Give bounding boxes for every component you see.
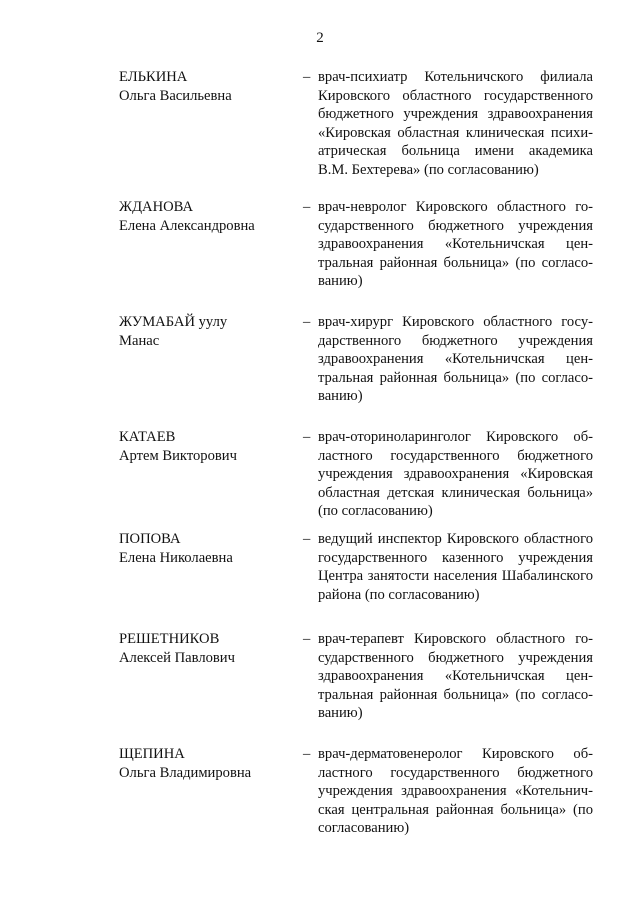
member-given-names: Елена Николаевна — [119, 549, 233, 566]
position-line: областная детская клиническая больница» — [318, 484, 593, 501]
position-line: ведущий инспектор Кировского областного — [318, 531, 593, 547]
member-position — [318, 68, 593, 179]
member-name — [119, 68, 294, 105]
position-line: ластного государственного бюджетного — [318, 447, 593, 464]
position-line: врач-оториноларинголог Кировского об- — [318, 429, 593, 445]
position-line: государственного казенного учреждения — [318, 549, 593, 566]
member-given-names: Ольга Васильевна — [119, 87, 232, 104]
member-position — [318, 313, 593, 406]
page-number: 2 — [316, 30, 324, 46]
position-line: дарственного бюджетного учреждения — [318, 332, 593, 349]
member-name — [119, 198, 294, 235]
position-line: согласованию) — [318, 820, 410, 836]
position-line: ванию) — [318, 388, 363, 404]
position-line: учреждения здравоохранения «Кировская — [318, 466, 593, 482]
position-line: атрическая больница имени академика — [318, 143, 593, 159]
member-surname: ПОПОВА — [119, 531, 181, 547]
member-name — [119, 530, 294, 567]
member-name — [119, 313, 294, 350]
member-surname: ЕЛЬКИНА — [119, 69, 188, 85]
member-surname: ЖДАНОВА — [119, 199, 194, 215]
position-line: здравоохранения «Котельничская цен- — [318, 351, 593, 367]
position-line: сударственного бюджетного учреждения — [318, 649, 593, 666]
position-line: ванию) — [318, 273, 363, 289]
member-surname: ЖУМАБАЙ уулу — [119, 314, 228, 330]
member-name — [119, 745, 294, 782]
position-line: здравоохранения «Котельничская цен- — [318, 668, 593, 684]
entry-dash: – — [303, 631, 311, 647]
member-position — [318, 198, 593, 291]
position-line: врач-хирург Кировского областного госу- — [318, 314, 593, 330]
position-line: учреждения здравоохранения «Котельнич- — [318, 783, 593, 799]
position-line: здравоохранения «Котельничская цен- — [318, 236, 593, 252]
position-line: В.М. Бехтерева» (по согласованию) — [318, 161, 539, 178]
member-given-names: Артем Викторович — [119, 447, 237, 464]
member-surname: КАТАЕВ — [119, 429, 176, 445]
position-line: района (по согласованию) — [318, 586, 480, 603]
position-line: тральная районная больница» (по согласо- — [318, 254, 593, 271]
member-given-names: Манас — [119, 332, 160, 349]
member-name — [119, 630, 294, 667]
entry-dash: – — [303, 746, 311, 762]
position-line: ванию) — [318, 705, 363, 721]
member-surname: ЩЕПИНА — [119, 746, 185, 762]
position-line: Центра занятости населения Шабалинского — [318, 568, 593, 584]
member-position — [318, 530, 593, 604]
position-line: врач-невролог Кировского областного го- — [318, 199, 593, 215]
position-line: ская центральная районная больница» (по — [318, 801, 593, 818]
entry-dash: – — [303, 199, 311, 215]
entry-dash: – — [303, 531, 311, 547]
position-line: врач-терапевт Кировского областного го- — [318, 631, 593, 647]
member-given-names: Елена Александровна — [119, 217, 255, 234]
position-line: тральная районная больница» (по согласо- — [318, 369, 593, 386]
member-position — [318, 745, 593, 838]
position-line: (по согласованию) — [318, 503, 433, 519]
member-name — [119, 428, 294, 465]
position-line: сударственного бюджетного учреждения — [318, 217, 593, 234]
position-line: бюджетного учреждения здравоохранения — [318, 106, 593, 122]
member-given-names: Алексей Павлович — [119, 649, 235, 666]
position-line: Кировского областного государственного — [318, 87, 593, 104]
member-position — [318, 428, 593, 521]
entry-dash: – — [303, 429, 311, 445]
position-line: «Кировская областная клиническая психи- — [318, 124, 593, 141]
position-line: ластного государственного бюджетного — [318, 764, 593, 781]
position-line: тральная районная больница» (по согласо- — [318, 686, 593, 703]
entry-dash: – — [303, 69, 311, 85]
position-line: врач-психиатр Котельничского филиала — [318, 69, 593, 85]
member-position — [318, 630, 593, 723]
member-given-names: Ольга Владимировна — [119, 764, 252, 781]
member-surname: РЕШЕТНИКОВ — [119, 631, 220, 647]
position-line: врач-дерматовенеролог Кировского об- — [318, 746, 593, 762]
entry-dash: – — [303, 314, 311, 330]
